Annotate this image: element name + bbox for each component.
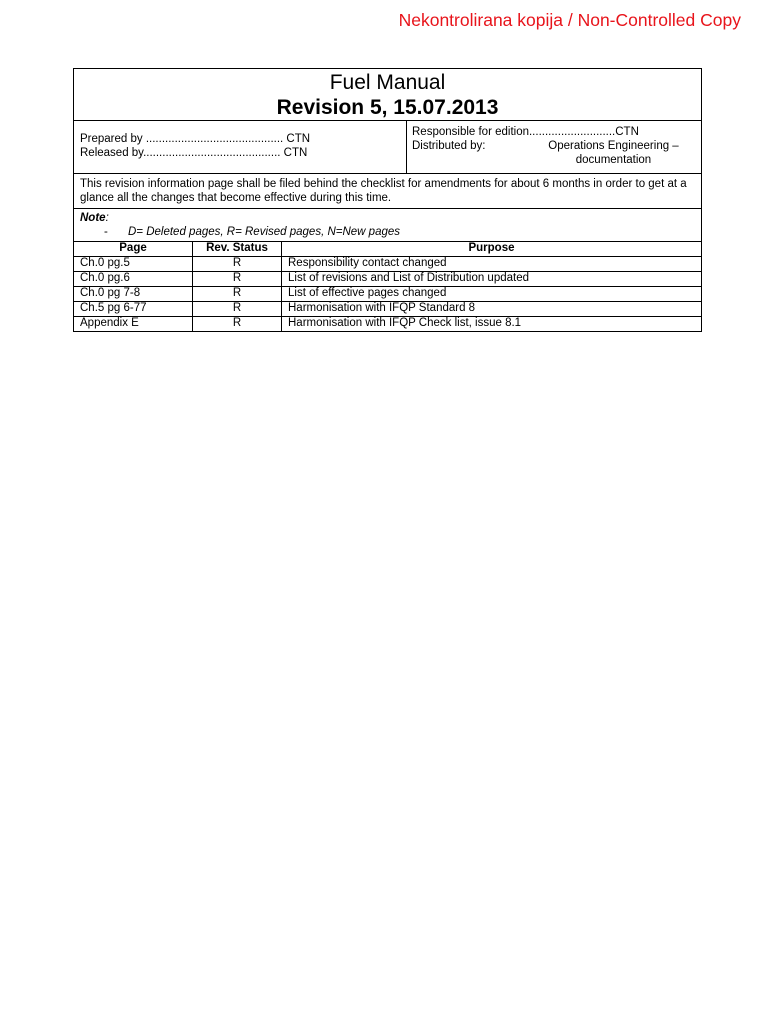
cell-page: Ch.0 pg 7-8 <box>74 287 193 302</box>
signoff-right <box>407 121 701 173</box>
cell-rev-status: R <box>193 302 282 317</box>
header-purpose: Purpose <box>282 242 702 257</box>
cell-rev-status: R <box>193 257 282 272</box>
responsible-for-edition: Responsible for edition...........................CTN <box>412 126 639 138</box>
released-by: Released by........................................... CTN <box>80 147 308 159</box>
note-item <box>80 225 695 239</box>
distributed-by-label: Distributed by: <box>412 140 486 152</box>
title-block <box>74 69 701 121</box>
revision-title: Revision 5, 15.07.2013 <box>276 96 499 119</box>
cell-page: Ch.5 pg 6-77 <box>74 302 193 317</box>
revision-info-document <box>73 68 702 332</box>
table-row <box>74 272 701 287</box>
signoff-left <box>74 121 407 173</box>
note-legend-text: D= Deleted pages, R= Revised pages, N=New pages <box>128 226 401 238</box>
revision-table <box>74 242 701 331</box>
cell-page: Appendix E <box>74 317 193 332</box>
note-colon: : <box>105 212 109 224</box>
cell-rev-status: R <box>193 317 282 332</box>
header-rev-status: Rev. Status <box>193 242 282 257</box>
header-page: Page <box>74 242 193 257</box>
cell-rev-status: R <box>193 272 282 287</box>
distributed-by <box>412 139 701 167</box>
cell-page: Ch.0 pg.6 <box>74 272 193 287</box>
distributed-by-value: Operations Engineering – documentation <box>548 140 679 166</box>
cell-purpose: Harmonisation with IFQP Standard 8 <box>282 302 702 317</box>
note-dash: - <box>104 226 108 238</box>
table-header-row <box>74 242 701 257</box>
cell-page: Ch.0 pg.5 <box>74 257 193 272</box>
note-label: Note <box>80 212 106 224</box>
watermark-non-controlled-copy: Nekontrolirana kopija / Non-Controlled Copy <box>398 10 741 30</box>
prepared-by: Prepared by ........................................... CTN <box>80 133 311 145</box>
table-row <box>74 302 701 317</box>
cell-rev-status: R <box>193 287 282 302</box>
note-section <box>74 209 701 242</box>
cell-purpose: List of effective pages changed <box>282 287 702 302</box>
table-row <box>74 257 701 272</box>
table-row <box>74 287 701 302</box>
cell-purpose: Harmonisation with IFQP Check list, issue 8.1 <box>282 317 702 332</box>
revision-info-text: This revision information page shall be filed behind the checklist for amendments for about 6 months in order to get at a glance all the changes that become effective during this time. <box>74 174 701 209</box>
cell-purpose: Responsibility contact changed <box>282 257 702 272</box>
document-title: Fuel Manual <box>329 71 446 94</box>
table-row <box>74 317 701 332</box>
cell-purpose: List of revisions and List of Distribution updated <box>282 272 702 287</box>
signoff-section <box>74 121 701 174</box>
